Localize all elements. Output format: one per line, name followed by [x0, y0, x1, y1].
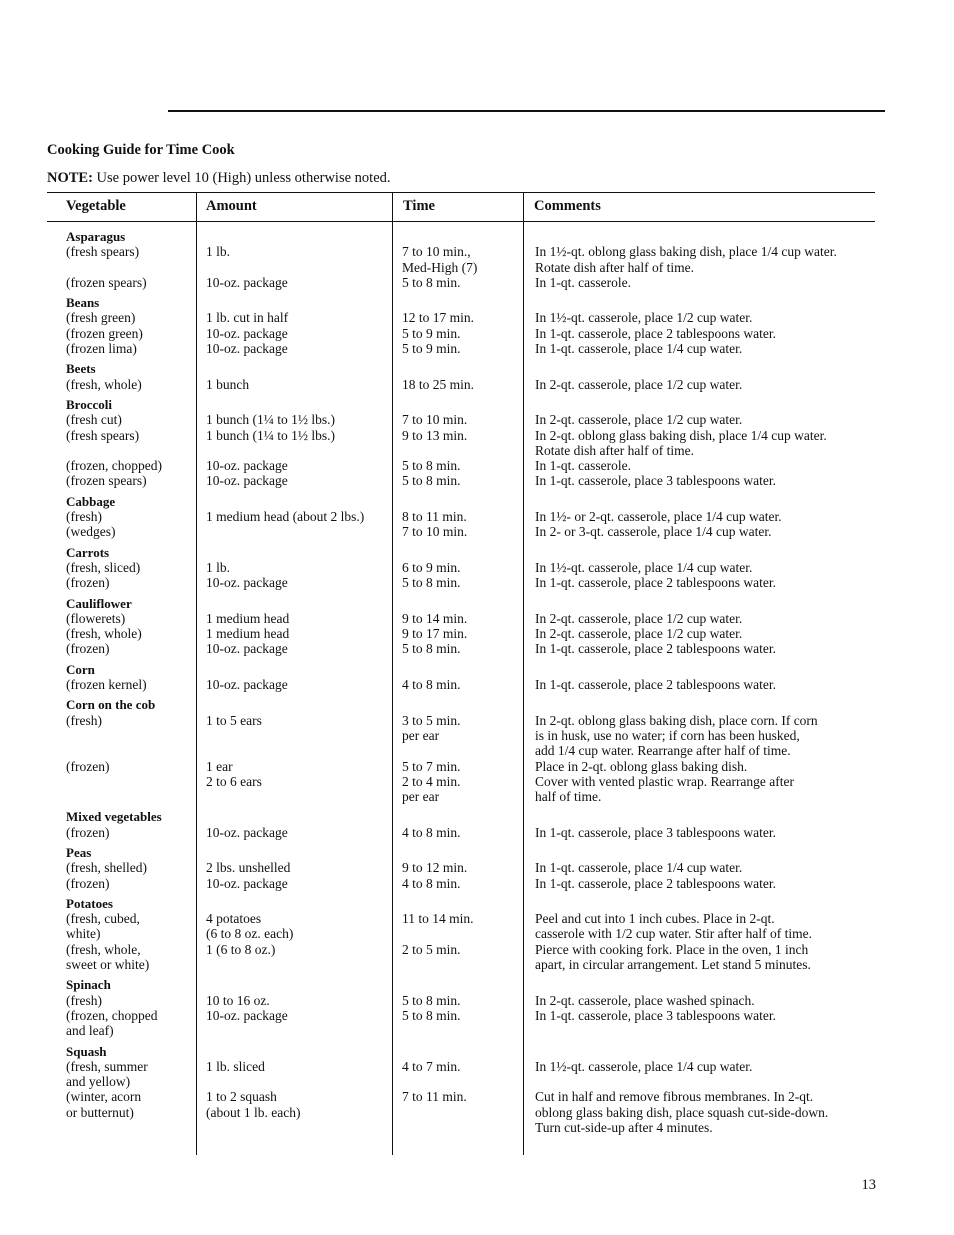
amount-cell: 10 to 16 oz.: [206, 992, 270, 1008]
comments-cell: In 1-qt. casserole, place 1/4 cup water.: [535, 860, 743, 876]
time-cell: 4 to 8 min.: [402, 824, 461, 840]
time-cell: 2 to 5 min.: [402, 941, 461, 957]
vegetable-group: [47, 845, 875, 891]
comments-cell: In 1-qt. casserole, place 2 tablespoons water.: [535, 677, 777, 693]
comments-cell: Peel and cut into 1 inch cubes. Place in 2-qt. casserole with 1/2 cup water. Stir after half of time.: [535, 911, 813, 942]
vegetable-cell: (fresh cut): [66, 412, 122, 428]
vegetable-group: [47, 545, 875, 591]
vegetable-group: [47, 295, 875, 356]
time-cell: 18 to 25 min.: [402, 376, 475, 392]
time-cell: 7 to 10 min.: [402, 412, 468, 428]
comments-cell: In 1½-qt. casserole, place 1/2 cup water.: [535, 310, 753, 326]
comments-cell: In 1-qt. casserole, place 2 tablespoons water.: [535, 875, 777, 891]
vegetable-name: Corn: [66, 661, 95, 677]
amount-cell: 1 (6 to 8 oz.): [206, 941, 276, 957]
amount-cell: 1 lb. sliced: [206, 1058, 265, 1074]
vegetable-group: [47, 229, 875, 290]
amount-cell: 1 medium head (about 2 lbs.): [206, 509, 365, 525]
time-cell: 5 to 7 min. 2 to 4 min. per ear: [402, 758, 461, 805]
amount-cell: 10-oz. package: [206, 875, 288, 891]
time-cell: 8 to 11 min.: [402, 509, 467, 525]
time-cell: 3 to 5 min. per ear: [402, 712, 461, 743]
vegetable-cell: (frozen, chopped and leaf): [66, 1007, 158, 1039]
time-cell: 5 to 9 min.: [402, 341, 461, 357]
column-header-vegetable: Vegetable: [66, 198, 126, 214]
vegetable-group: [47, 809, 875, 840]
vegetable-name: Carrots: [66, 544, 110, 560]
vegetable-group: [47, 896, 875, 972]
comments-cell: In 1-qt. casserole.: [535, 458, 631, 474]
comments-cell: In 2-qt. oblong glass baking dish, place 1/4 cup water. Rotate dish after half of time.: [535, 427, 827, 458]
vegetable-group: [47, 361, 875, 392]
vegetable-name: Cabbage: [66, 493, 116, 509]
amount-cell: 1 bunch (1¼ to 1½ lbs.): [206, 412, 335, 428]
vegetable-cell: (fresh): [66, 992, 102, 1008]
note-text: Use power level 10 (High) unless otherwise noted.: [92, 170, 391, 186]
vegetable-name: Asparagus: [66, 229, 126, 244]
comments-cell: In 1-qt. casserole, place 2 tablespoons water.: [535, 325, 777, 341]
column-header-time: Time: [403, 198, 435, 214]
time-cell: 5 to 9 min.: [402, 325, 461, 341]
vegetable-cell: (wedges): [66, 524, 116, 540]
amount-cell: 1 bunch (1¼ to 1½ lbs.): [206, 427, 335, 443]
vegetable-cell: (frozen): [66, 575, 110, 591]
comments-cell: In 2-qt. casserole, place 1/2 cup water.: [535, 376, 743, 392]
vegetable-name: Cauliflower: [66, 595, 132, 611]
comments-cell: In 1-qt. casserole, place 1/4 cup water.: [535, 341, 743, 357]
time-cell: 4 to 7 min.: [402, 1058, 461, 1074]
comments-cell: Cut in half and remove fibrous membranes. In 2-qt. oblong glass baking dish, place squash cut-side-down. Turn cut-side-up after 4 minutes.: [535, 1089, 829, 1136]
vegetable-name: Squash: [66, 1043, 107, 1059]
amount-cell: 1 to 2 squash (about 1 lb. each): [206, 1089, 301, 1120]
amount-cell: 10-oz. package: [206, 575, 288, 591]
comments-cell: In 1-qt. casserole.: [535, 274, 631, 290]
comments-cell: Pierce with cooking fork. Place in the oven, 1 inch apart, in circular arrangement. Let stand 5 minutes.: [535, 941, 811, 973]
amount-cell: 1 lb.: [206, 559, 231, 575]
table-top-rule: [47, 192, 875, 193]
time-cell: 9 to 12 min.: [402, 860, 468, 876]
vegetable-group: [47, 596, 875, 657]
time-cell: 12 to 17 min.: [402, 310, 475, 326]
vegetable-cell: (frozen): [66, 758, 110, 774]
vegetable-name: Spinach: [66, 977, 111, 993]
amount-cell: 10-oz. package: [206, 677, 288, 693]
vegetable-cell: (fresh, whole): [66, 626, 142, 642]
cooking-guide-table: [47, 192, 875, 1155]
vegetable-cell: (fresh, whole, sweet or white): [66, 941, 150, 973]
vegetable-cell: (fresh, shelled): [66, 860, 147, 876]
amount-cell: 1 lb.: [206, 244, 231, 260]
time-cell: 5 to 8 min.: [402, 1007, 461, 1023]
vegetable-name: Potatoes: [66, 895, 113, 911]
vegetable-cell: (frozen kernel): [66, 677, 147, 693]
comments-cell: Place in 2-qt. oblong glass baking dish. Cover with vented plastic wrap. Rearrange after half of time.: [535, 758, 795, 805]
time-cell: 5 to 8 min.: [402, 992, 461, 1008]
comments-cell: In 2-qt. casserole, place washed spinach.: [535, 992, 755, 1008]
time-cell: 7 to 11 min.: [402, 1089, 467, 1105]
vegetable-cell: (fresh, whole): [66, 376, 142, 392]
amount-cell: 10-oz. package: [206, 824, 288, 840]
comments-cell: In 2-qt. casserole, place 1/2 cup water.: [535, 626, 743, 642]
comments-cell: In 2- or 3-qt. casserole, place 1/4 cup water.: [535, 524, 772, 540]
comments-cell: In 1½-qt. casserole, place 1/4 cup water.: [535, 1058, 753, 1074]
time-cell: 9 to 17 min.: [402, 626, 468, 642]
vegetable-cell: (fresh, cubed, white): [66, 911, 140, 942]
vegetable-cell: (frozen spears): [66, 274, 147, 290]
vegetable-cell: (fresh): [66, 712, 102, 728]
vegetable-cell: (frozen lima): [66, 341, 137, 357]
comments-cell: In 2-qt. oblong glass baking dish, place corn. If corn is in husk, use no water; if corn has been husked, add 1/4 cup water. Rearrange after half of time.: [535, 712, 818, 759]
vegetable-cell: (fresh, sliced): [66, 559, 141, 575]
amount-cell: 10-oz. package: [206, 473, 288, 489]
vegetable-name: Beans: [66, 295, 100, 311]
vegetable-cell: (fresh): [66, 509, 102, 525]
vegetable-cell: (fresh spears): [66, 244, 140, 260]
vegetable-cell: (flowerets): [66, 610, 126, 626]
time-cell: 5 to 8 min.: [402, 575, 461, 591]
comments-cell: In 1½-qt. casserole, place 1/4 cup water.: [535, 559, 753, 575]
amount-cell: 10-oz. package: [206, 641, 288, 657]
vegetable-group: [47, 662, 875, 693]
vegetable-group: [47, 697, 875, 804]
amount-cell: 1 medium head: [206, 626, 290, 642]
time-cell: 6 to 9 min.: [402, 559, 461, 575]
time-cell: 7 to 10 min., Med-High (7): [402, 244, 478, 275]
amount-cell: 1 lb. cut in half: [206, 310, 289, 326]
page-number: 13: [861, 1177, 876, 1193]
vegetable-group: [47, 977, 875, 1038]
amount-cell: 1 bunch: [206, 376, 250, 392]
time-cell: 4 to 8 min.: [402, 875, 461, 891]
time-cell: 11 to 14 min.: [402, 911, 474, 927]
vegetable-cell: (frozen): [66, 824, 110, 840]
vegetable-cell: (frozen spears): [66, 473, 147, 489]
vegetable-cell: (fresh, summer and yellow): [66, 1058, 148, 1090]
note: [47, 170, 391, 187]
amount-cell: 10-oz. package: [206, 341, 288, 357]
time-cell: 5 to 8 min.: [402, 274, 461, 290]
table-header-rule: [47, 221, 875, 222]
time-cell: 5 to 8 min.: [402, 641, 461, 657]
amount-cell: 10-oz. package: [206, 325, 288, 341]
amount-cell: 10-oz. package: [206, 274, 288, 290]
comments-cell: In 1½-qt. oblong glass baking dish, place 1/4 cup water. Rotate dish after half of time.: [535, 244, 837, 275]
vegetable-group: [47, 1044, 875, 1136]
vegetable-cell: (frozen): [66, 875, 110, 891]
top-rule: [168, 110, 885, 112]
vegetable-group: [47, 397, 875, 489]
time-cell: 5 to 8 min.: [402, 458, 461, 474]
amount-cell: 1 medium head: [206, 610, 290, 626]
vegetable-name: Corn on the cob: [66, 697, 156, 713]
vegetable-group: [47, 494, 875, 540]
amount-cell: 10-oz. package: [206, 458, 288, 474]
amount-cell: 2 lbs. unshelled: [206, 860, 291, 876]
vegetable-name: Peas: [66, 844, 92, 860]
vegetable-cell: (frozen, chopped): [66, 458, 162, 474]
amount-cell: [196, 524, 393, 539]
comments-cell: In 2-qt. casserole, place 1/2 cup water.: [535, 610, 743, 626]
vegetable-cell: (winter, acorn or butternut): [66, 1089, 142, 1120]
column-header-comments: Comments: [534, 198, 601, 214]
vegetable-cell: (fresh green): [66, 310, 136, 326]
comments-cell: In 1-qt. casserole, place 2 tablespoons water.: [535, 641, 777, 657]
vegetable-cell: (frozen): [66, 641, 110, 657]
comments-cell: In 1½- or 2-qt. casserole, place 1/4 cup water.: [535, 509, 782, 525]
amount-cell: 10-oz. package: [206, 1007, 288, 1023]
amount-cell: 1 ear 2 to 6 ears: [206, 758, 262, 789]
column-header-amount: Amount: [206, 198, 257, 214]
vegetable-cell: (fresh spears): [66, 427, 140, 443]
page-title: Cooking Guide for Time Cook: [47, 142, 235, 158]
amount-cell: 1 to 5 ears: [206, 712, 262, 728]
vegetable-cell: (frozen green): [66, 325, 143, 341]
time-cell: 7 to 10 min.: [402, 524, 468, 540]
vegetable-name: Broccoli: [66, 396, 112, 412]
vegetable-name: Mixed vegetables: [66, 809, 162, 825]
time-cell: 5 to 8 min.: [402, 473, 461, 489]
comments-cell: In 1-qt. casserole, place 3 tablespoons water.: [535, 1007, 777, 1023]
time-cell: 4 to 8 min.: [402, 677, 461, 693]
comments-cell: In 1-qt. casserole, place 3 tablespoons water.: [535, 473, 777, 489]
comments-cell: In 1-qt. casserole, place 3 tablespoons water.: [535, 824, 777, 840]
note-label: NOTE:: [47, 170, 93, 186]
comments-cell: In 1-qt. casserole, place 2 tablespoons water.: [535, 575, 777, 591]
table-body: [47, 229, 875, 1140]
time-cell: 9 to 13 min.: [402, 427, 468, 443]
comments-cell: In 2-qt. casserole, place 1/2 cup water.: [535, 412, 743, 428]
amount-cell: 4 potatoes (6 to 8 oz. each): [206, 911, 294, 942]
vegetable-name: Beets: [66, 361, 96, 377]
time-cell: 9 to 14 min.: [402, 610, 468, 626]
